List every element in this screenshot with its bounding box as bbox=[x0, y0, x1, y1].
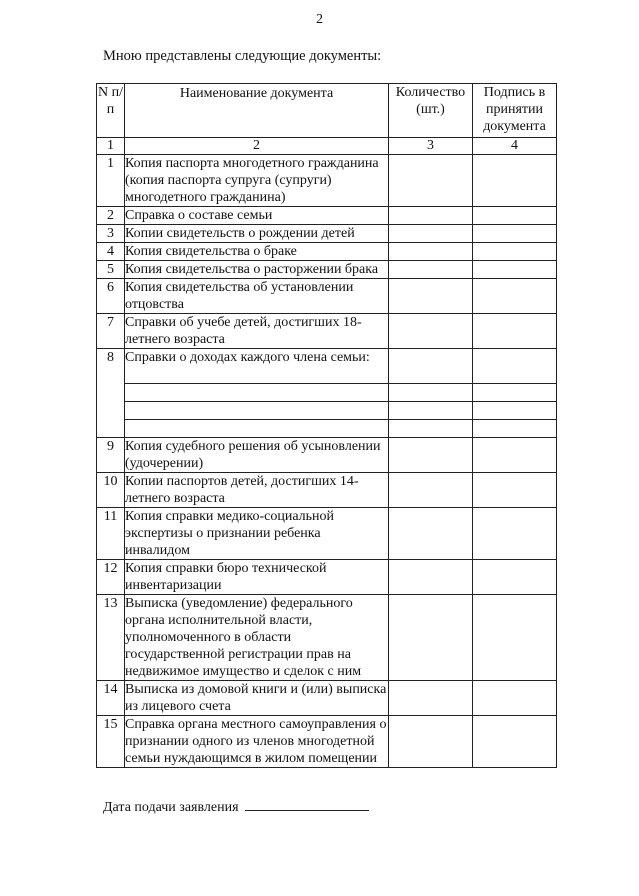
signature-cell[interactable] bbox=[473, 207, 557, 225]
quantity-cell[interactable] bbox=[389, 314, 473, 349]
quantity-cell[interactable] bbox=[389, 207, 473, 225]
signature-cell[interactable] bbox=[473, 402, 557, 420]
row-number: 9 bbox=[97, 438, 125, 473]
income-subrow bbox=[97, 402, 557, 420]
document-name: Справки об учебе детей, достигших 18-летнего возраста bbox=[125, 314, 389, 349]
submission-date-field[interactable] bbox=[245, 796, 369, 811]
table-row bbox=[97, 438, 557, 473]
document-name: Выписка из домовой книги и (или) выписка из лицевого счета bbox=[125, 681, 389, 716]
documents-table bbox=[96, 83, 557, 768]
quantity-cell[interactable] bbox=[389, 402, 473, 420]
table-row bbox=[97, 473, 557, 508]
signature-cell[interactable] bbox=[473, 508, 557, 560]
document-name: Справки о доходах каждого члена семьи: bbox=[125, 349, 389, 384]
table-row bbox=[97, 225, 557, 243]
table-row bbox=[97, 243, 557, 261]
signature-cell[interactable] bbox=[473, 243, 557, 261]
signature-cell[interactable] bbox=[473, 225, 557, 243]
document-name: Копия справки бюро технической инвентаризации bbox=[125, 560, 389, 595]
row-number: 3 bbox=[97, 225, 125, 243]
signature-cell[interactable] bbox=[473, 279, 557, 314]
income-subrow bbox=[97, 420, 557, 438]
column-index: 3 bbox=[389, 138, 473, 155]
document-name: Справка органа местного самоуправления о признании одного из членов многодетной семьи нуждающимся в жилом помещении bbox=[125, 716, 389, 768]
page-number: 2 bbox=[316, 12, 323, 27]
row-number: 10 bbox=[97, 473, 125, 508]
quantity-cell[interactable] bbox=[389, 155, 473, 207]
row-number: 8 bbox=[97, 349, 125, 438]
signature-cell[interactable] bbox=[473, 560, 557, 595]
document-name: Справка о составе семьи bbox=[125, 207, 389, 225]
quantity-cell[interactable] bbox=[389, 473, 473, 508]
column-index: 4 bbox=[473, 138, 557, 155]
quantity-cell[interactable] bbox=[389, 420, 473, 438]
table-row bbox=[97, 508, 557, 560]
header-sign: Подпись в принятии документа bbox=[473, 84, 557, 138]
quantity-cell[interactable] bbox=[389, 681, 473, 716]
income-member-line[interactable] bbox=[125, 384, 389, 402]
row-number: 13 bbox=[97, 595, 125, 681]
quantity-cell[interactable] bbox=[389, 438, 473, 473]
signature-cell[interactable] bbox=[473, 716, 557, 768]
row-number: 11 bbox=[97, 508, 125, 560]
column-index: 1 bbox=[97, 138, 125, 155]
quantity-cell[interactable] bbox=[389, 595, 473, 681]
income-member-line[interactable] bbox=[125, 420, 389, 438]
document-name: Копии паспортов детей, достигших 14-летнего возраста bbox=[125, 473, 389, 508]
document-name: Копия паспорта многодетного гражданина (копия паспорта супруга (супруги) многодетного гражданина) bbox=[125, 155, 389, 207]
document-name: Копии свидетельств о рождении детей bbox=[125, 225, 389, 243]
table-row bbox=[97, 207, 557, 225]
quantity-cell[interactable] bbox=[389, 716, 473, 768]
quantity-cell[interactable] bbox=[389, 279, 473, 314]
row-number: 5 bbox=[97, 261, 125, 279]
signature-cell[interactable] bbox=[473, 384, 557, 402]
quantity-cell[interactable] bbox=[389, 349, 473, 384]
quantity-cell[interactable] bbox=[389, 384, 473, 402]
quantity-cell[interactable] bbox=[389, 560, 473, 595]
document-name: Выписка (уведомление) федерального органа исполнительной власти, уполномоченного в области государственной регистрации прав на недвижимое имущество и сделок с ним bbox=[125, 595, 389, 681]
table-row bbox=[97, 155, 557, 207]
table-row bbox=[97, 279, 557, 314]
header-num: N п/п bbox=[97, 84, 125, 138]
column-index-row bbox=[97, 138, 557, 155]
document-name: Копия справки медико-социальной экспертизы о признании ребенка инвалидом bbox=[125, 508, 389, 560]
table-row bbox=[97, 261, 557, 279]
quantity-cell[interactable] bbox=[389, 261, 473, 279]
document-name: Копия свидетельства о расторжении брака bbox=[125, 261, 389, 279]
quantity-cell[interactable] bbox=[389, 243, 473, 261]
table-header-row bbox=[97, 84, 557, 138]
submission-date-line bbox=[103, 796, 369, 816]
document-name: Копия свидетельства об установлении отцовства bbox=[125, 279, 389, 314]
signature-cell[interactable] bbox=[473, 349, 557, 384]
signature-cell[interactable] bbox=[473, 261, 557, 279]
header-qty: Количество (шт.) bbox=[389, 84, 473, 138]
table-row bbox=[97, 716, 557, 768]
signature-cell[interactable] bbox=[473, 595, 557, 681]
column-index: 2 bbox=[125, 138, 389, 155]
quantity-cell[interactable] bbox=[389, 508, 473, 560]
table-row bbox=[97, 595, 557, 681]
row-number: 7 bbox=[97, 314, 125, 349]
table-row bbox=[97, 560, 557, 595]
quantity-cell[interactable] bbox=[389, 225, 473, 243]
row-number: 6 bbox=[97, 279, 125, 314]
signature-cell[interactable] bbox=[473, 420, 557, 438]
row-number: 15 bbox=[97, 716, 125, 768]
signature-cell[interactable] bbox=[473, 681, 557, 716]
income-member-line[interactable] bbox=[125, 402, 389, 420]
intro-text: Мною представлены следующие документы: bbox=[103, 48, 382, 64]
signature-cell[interactable] bbox=[473, 438, 557, 473]
document-name: Копия свидетельства о браке bbox=[125, 243, 389, 261]
table-row bbox=[97, 681, 557, 716]
row-number: 12 bbox=[97, 560, 125, 595]
signature-cell[interactable] bbox=[473, 155, 557, 207]
header-name: Наименование документа bbox=[125, 84, 389, 138]
row-number: 14 bbox=[97, 681, 125, 716]
row-number: 4 bbox=[97, 243, 125, 261]
signature-cell[interactable] bbox=[473, 314, 557, 349]
row-number: 1 bbox=[97, 155, 125, 207]
table-row bbox=[97, 349, 557, 384]
table-row bbox=[97, 314, 557, 349]
submission-date-label: Дата подачи заявления bbox=[103, 800, 239, 815]
row-number: 2 bbox=[97, 207, 125, 225]
income-subrow bbox=[97, 384, 557, 402]
signature-cell[interactable] bbox=[473, 473, 557, 508]
document-name: Копия судебного решения об усыновлении (удочерении) bbox=[125, 438, 389, 473]
